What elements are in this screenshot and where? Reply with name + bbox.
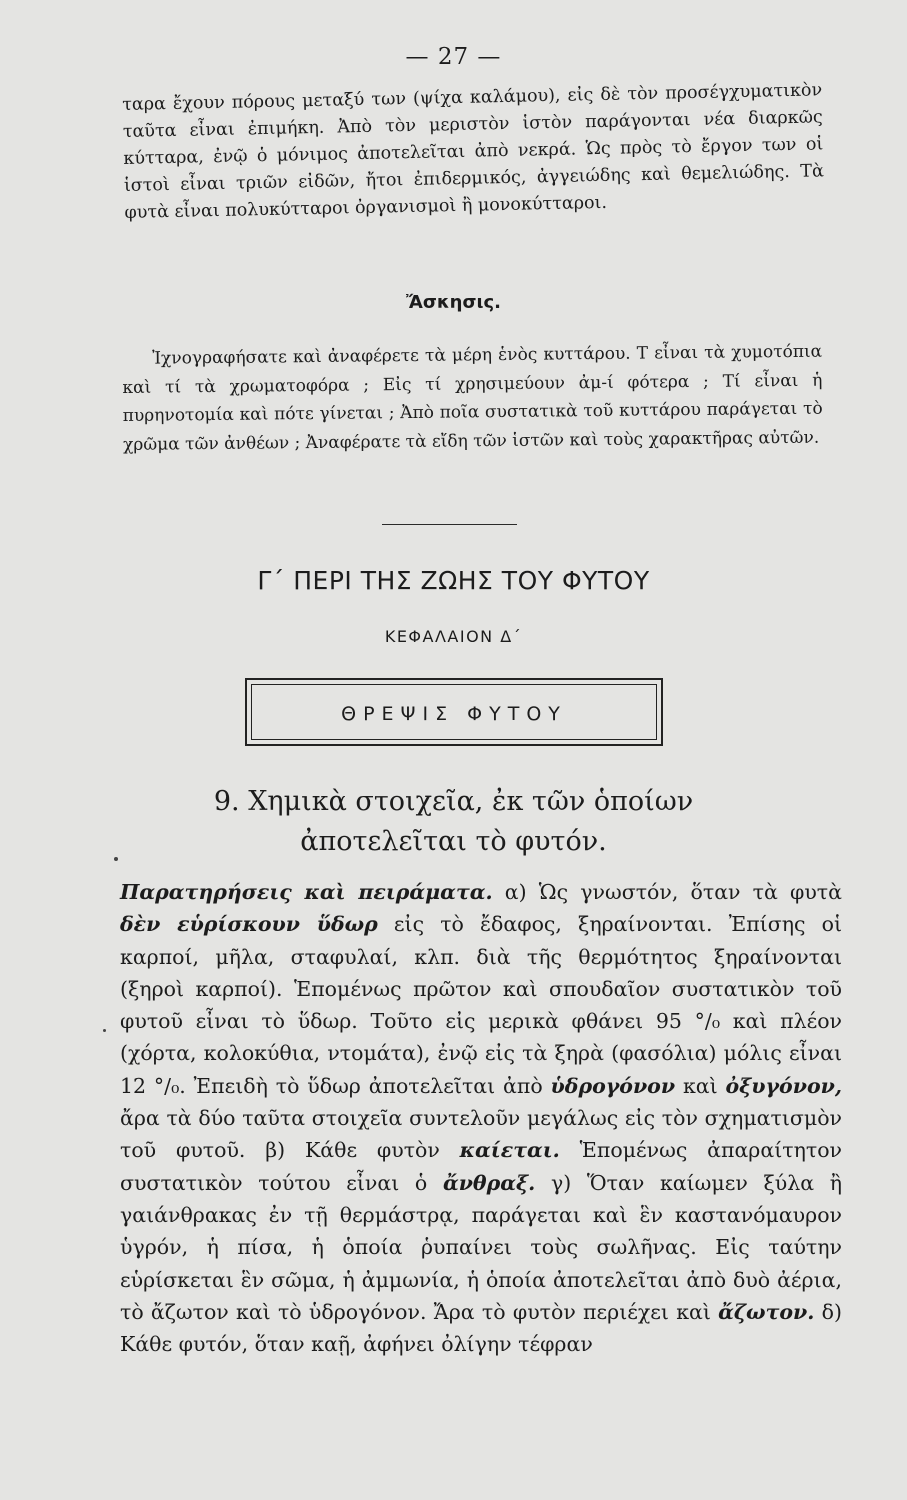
body-text-2: εἰς τὸ ἔδαφος, ξηραίνονται. Ἐπίσης οἱ καρποί, μῆλα, σταφυλαί, κλπ. διὰ τῆς θερμότητος ξηραίνονται (ξηροὶ καρποί). Ἑπομένως πρῶτον καὶ σπουδαῖον συστατικὸν τοῦ φυτοῦ εἶναι τὸ ὕδωρ. Τοῦτο εἰς μερικὰ φθάνει 95 °/₀ καὶ πλέον (χόρτα, κολοκύθια, ντομάτα), ἐνῷ εἰς τὰ ξηρὰ (φασόλια) μόλις εἶναι 12 °/₀. Ἐπειδὴ τὸ ὕδωρ ἀποτελεῖται ἀπὸ [120,912,842,1098]
body-text-1: α) Ὡς γνωστόν, ὅταν τὰ φυτὰ [492,880,842,904]
chapter-title: ΘΡΕΨΙΣ ΦΥΤΟΥ [341,703,567,725]
emphasis-water: δὲν εὑρίσκουν ὕδωρ [120,912,378,937]
section-heading [0,782,907,862]
body-text-6: γ) Ὅταν καίωμεν ξύλα ἢ γαιάνθρακας ἐν τῇ θερμάστρᾳ, παράγεται καὶ ἓν καστανόμαυρον ὑγρόν, ἡ πίσα, ἡ ὁποία ῥυπαίνει τοὺς σωλῆνας. Εἰς ταύτην εὑρίσκεται ἓν σῶμα, ἡ ἀμμωνία, ἡ ὁποία ἀποτελεῖται ἀπὸ δυὸ ἀέρια, τὸ ἄζωτον καὶ τὸ ὑδρογόνον. Ἄρα τὸ φυτὸν περιέχει καὶ [120,1170,842,1324]
body-text-7: δ) Κάθε φυτόν, ὅταν καῇ, ἀφήνει ὀλίγην τέφραν [120,1299,842,1357]
page-number: — 27 — [405,44,502,70]
emphasis-carbon: ἄνθραξ. [442,1170,536,1195]
observations-label: Παρατηρήσεις καὶ πειράματα. [120,880,493,904]
section-heading-line2: ἀποτελεῖται τὸ φυτόν. [300,826,607,857]
body-text-4: ἄρα τὰ δύο ταῦτα στοιχεῖα συντελοῦν μεγάλως εἰς τὸν σχηματισμὸν τοῦ φυτοῦ. β) Κάθε φυτὸν [120,1106,842,1163]
chapter-title-box [245,678,663,746]
print-speck [103,1029,106,1032]
emphasis-oxygen: ὀξυγόνον, [725,1073,842,1098]
emphasis-hydrogen: ὑδρογόνον [550,1073,676,1098]
exercise-text: Ἰχνογραφήσατε καὶ ἀναφέρετε τὰ μέρη ἑνὸς κυττάρου. Τ εἶναι τὰ χυμοτόπια καὶ τί τὰ χρωματοφόρα ; Εἰς τί χρησιμεύουν ἀμ-ί φότερα ; Τί εἶναι ἡ πυρηνοτομία καὶ πότε γίνεται ; Ἀπὸ ποῖα συστατικὰ τοῦ κυττάρου παράγεται τὸ χρῶμα τῶν ἀνθέων ; Ἀναφέρατε τὰ εἴδη τῶν ἱστῶν καὶ τοὺς χαρακτῆρας αὐτῶν. [122,341,823,455]
body-paragraph [120,876,842,1360]
print-speck [114,857,118,861]
section-divider [382,524,517,525]
body-text-3: καὶ [675,1073,726,1098]
section-heading-line1: 9. Χημικὰ στοιχεῖα, ἐκ τῶν ὁποίων [213,786,694,817]
intro-paragraph: ταρα ἔχουν πόρους μεταξύ των (ψίχα καλάμου), εἰς δὲ τὸν προσέγχυματικὸν ταῦτα εἶναι ἐπιμήκη. Ἀπὸ τὸν μεριστὸν ἱστὸν παράγονται νέα διαρκῶς κύτταρα, ἐνῷ ὁ μόνιμος ἀποτελεῖται ἀπὸ νεκρά. Ὡς πρὸς τὸ ἔργον των οἱ ἱστοὶ εἶναι τριῶν εἰδῶν, ἤτοι ἐπιδερμικός, ἀγγειώδης καὶ θεμελιώδης. Τὰ φυτὰ εἶναι πολυκύτταροι ὀργανισμοὶ ἢ μονοκύτταροι. [122,80,825,223]
part-title: Γ΄ ΠΕΡΙ ΤΗΣ ΖΩΗΣ ΤΟΥ ΦΥΤΟΥ [257,566,650,595]
exercise-title: Ἄσκησις. [406,292,501,313]
chapter-label: ΚΕΦΑΛΑΙΟΝ Δ΄ [384,627,523,646]
emphasis-burns: καίεται. [459,1138,560,1163]
body-text-5: Ἑπομένως ἀπαραίτητον συστατικὸν τούτου εἶναι ὁ [120,1138,842,1195]
emphasis-nitrogen: ἄζωτον. [718,1299,815,1324]
